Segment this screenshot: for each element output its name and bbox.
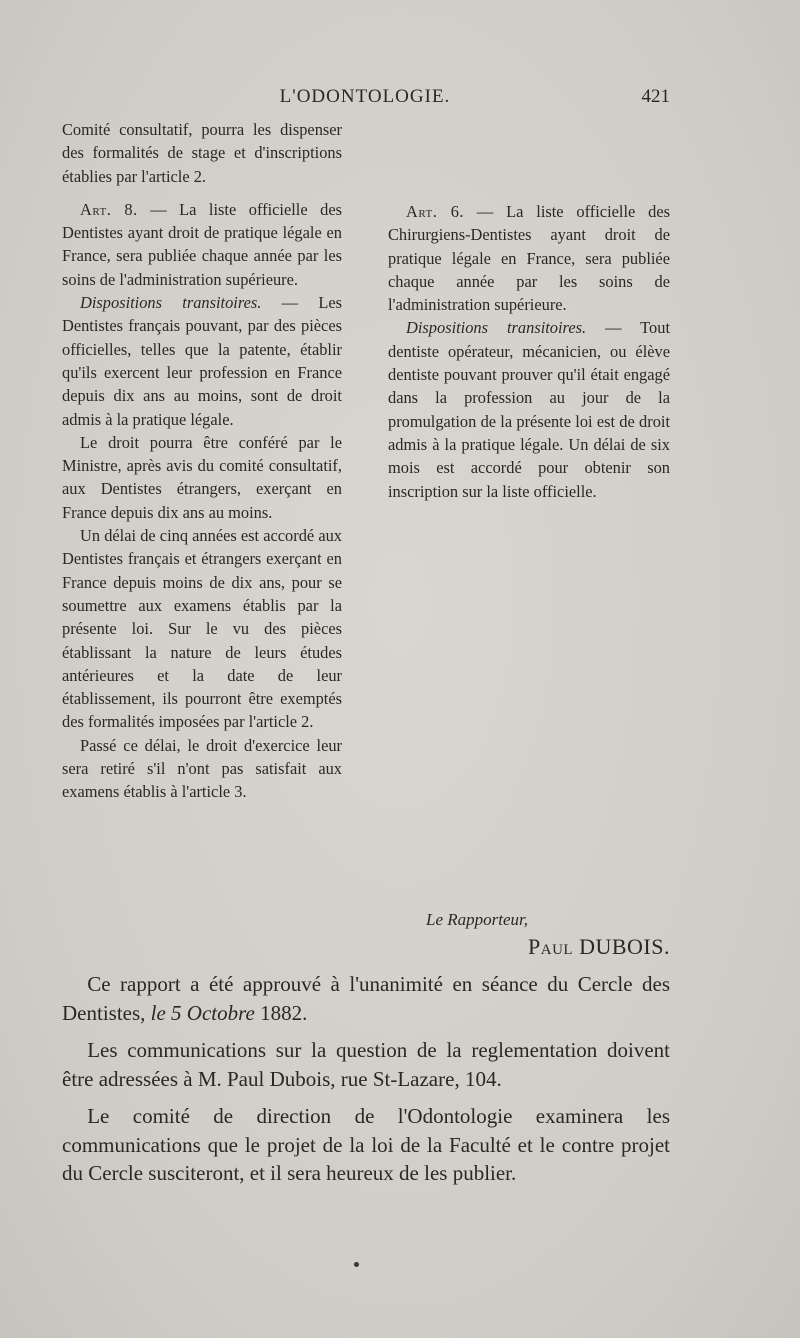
- transitional-text-left: — Les Dentistes français pouvant, par des pièces officielles, telles que la patente, établir qu'ils exercent leur profession en France depuis dix ans au moins, sont de droit admis à la pratique légale.: [62, 293, 342, 429]
- signature-last-name: DUBOIS.: [579, 934, 670, 959]
- signature-block: [400, 908, 670, 962]
- approval-year: 1882.: [254, 1000, 308, 1025]
- left-column: [62, 118, 342, 804]
- article-8-text: — La liste officielle des Dentistes ayant droit de pratique légale en France, sera publiée chaque année par les soins de l'administration supérieure.: [62, 199, 342, 289]
- signature-name: [400, 932, 670, 962]
- ink-speck: [354, 1262, 359, 1267]
- transitional-label-right: Dispositions transitoires.: [406, 318, 587, 338]
- approval-paragraph: [62, 970, 670, 1027]
- transitional-text-right: — Tout dentiste opérateur, mécanicien, ou élève dentiste pouvant prouver qu'il était engagé dans la profession au jour de la promulgation de la présente loi est de droit admis à la pratique légale. Un délai de six mois est accordé pour obtenir son inscription sur la liste officielle.: [388, 318, 670, 501]
- running-head: [60, 84, 670, 112]
- journal-title: L'ODONTOLOGIE.: [279, 86, 451, 107]
- transitional-provisions-right: [388, 316, 670, 502]
- transitional-label-left: Dispositions transitoires.: [80, 293, 262, 313]
- article-6-text: — La liste officielle des Chirurgiens-Dentistes ayant droit de pratique légale en France, sera publiée chaque année par les soins de l'administration supérieure.: [388, 202, 670, 315]
- paragraph-continuation: Comité consultatif, pourra les dispenser des formalités de stage et d'inscriptions établies par l'article 2.: [62, 120, 342, 186]
- signature-role: Le Rapporteur,: [426, 910, 528, 929]
- right-column: [388, 200, 670, 503]
- closing-text: [62, 970, 670, 1197]
- article-6: [388, 200, 670, 316]
- article-8-label: Art. 8.: [80, 199, 138, 219]
- signature-first-name: Paul: [528, 934, 574, 959]
- page-number: 421: [641, 86, 670, 107]
- transitional-provisions-left: [62, 291, 342, 431]
- committee-paragraph: Le comité de direction de l'Odontologie examinera les communications que le projet de la loi de la Faculté et le contre projet du Cercle susciteront, et il sera heureux de les publier.: [62, 1104, 670, 1185]
- communications-paragraph: Les communications sur la question de la reglementation doivent être adressées à M. Paul Dubois, rue St-Lazare, 104.: [62, 1038, 670, 1091]
- paragraph-five-year-delay: Un délai de cinq années est accordé aux Dentistes français et étrangers exerçant en France depuis moins de dix ans, pour se soumettre aux examens établis par la présente loi. Sur le vu des pièces établissant la nature de leurs études antérieures et la date de leur établissement, ils pourront être exemptés des formalités imposées par l'article 2.: [62, 526, 342, 732]
- article-6-label: Art. 6.: [406, 202, 465, 221]
- approval-date: le 5 Octobre: [150, 1000, 255, 1025]
- paragraph-after-delay: Passé ce délai, le droit d'exercice leur sera retiré s'il n'ont pas satisfait aux examens établis à l'article 3.: [62, 735, 342, 802]
- paragraph-foreign-dentists: Le droit pourra être conféré par le Ministre, après avis du comité consultatif, aux Dentistes étrangers, exerçant en France depuis dix ans au moins.: [62, 432, 342, 522]
- article-8: [62, 198, 342, 291]
- approval-text: Ce rapport a été approuvé à l'unanimité en séance du Cercle des Dentistes,: [62, 972, 670, 1025]
